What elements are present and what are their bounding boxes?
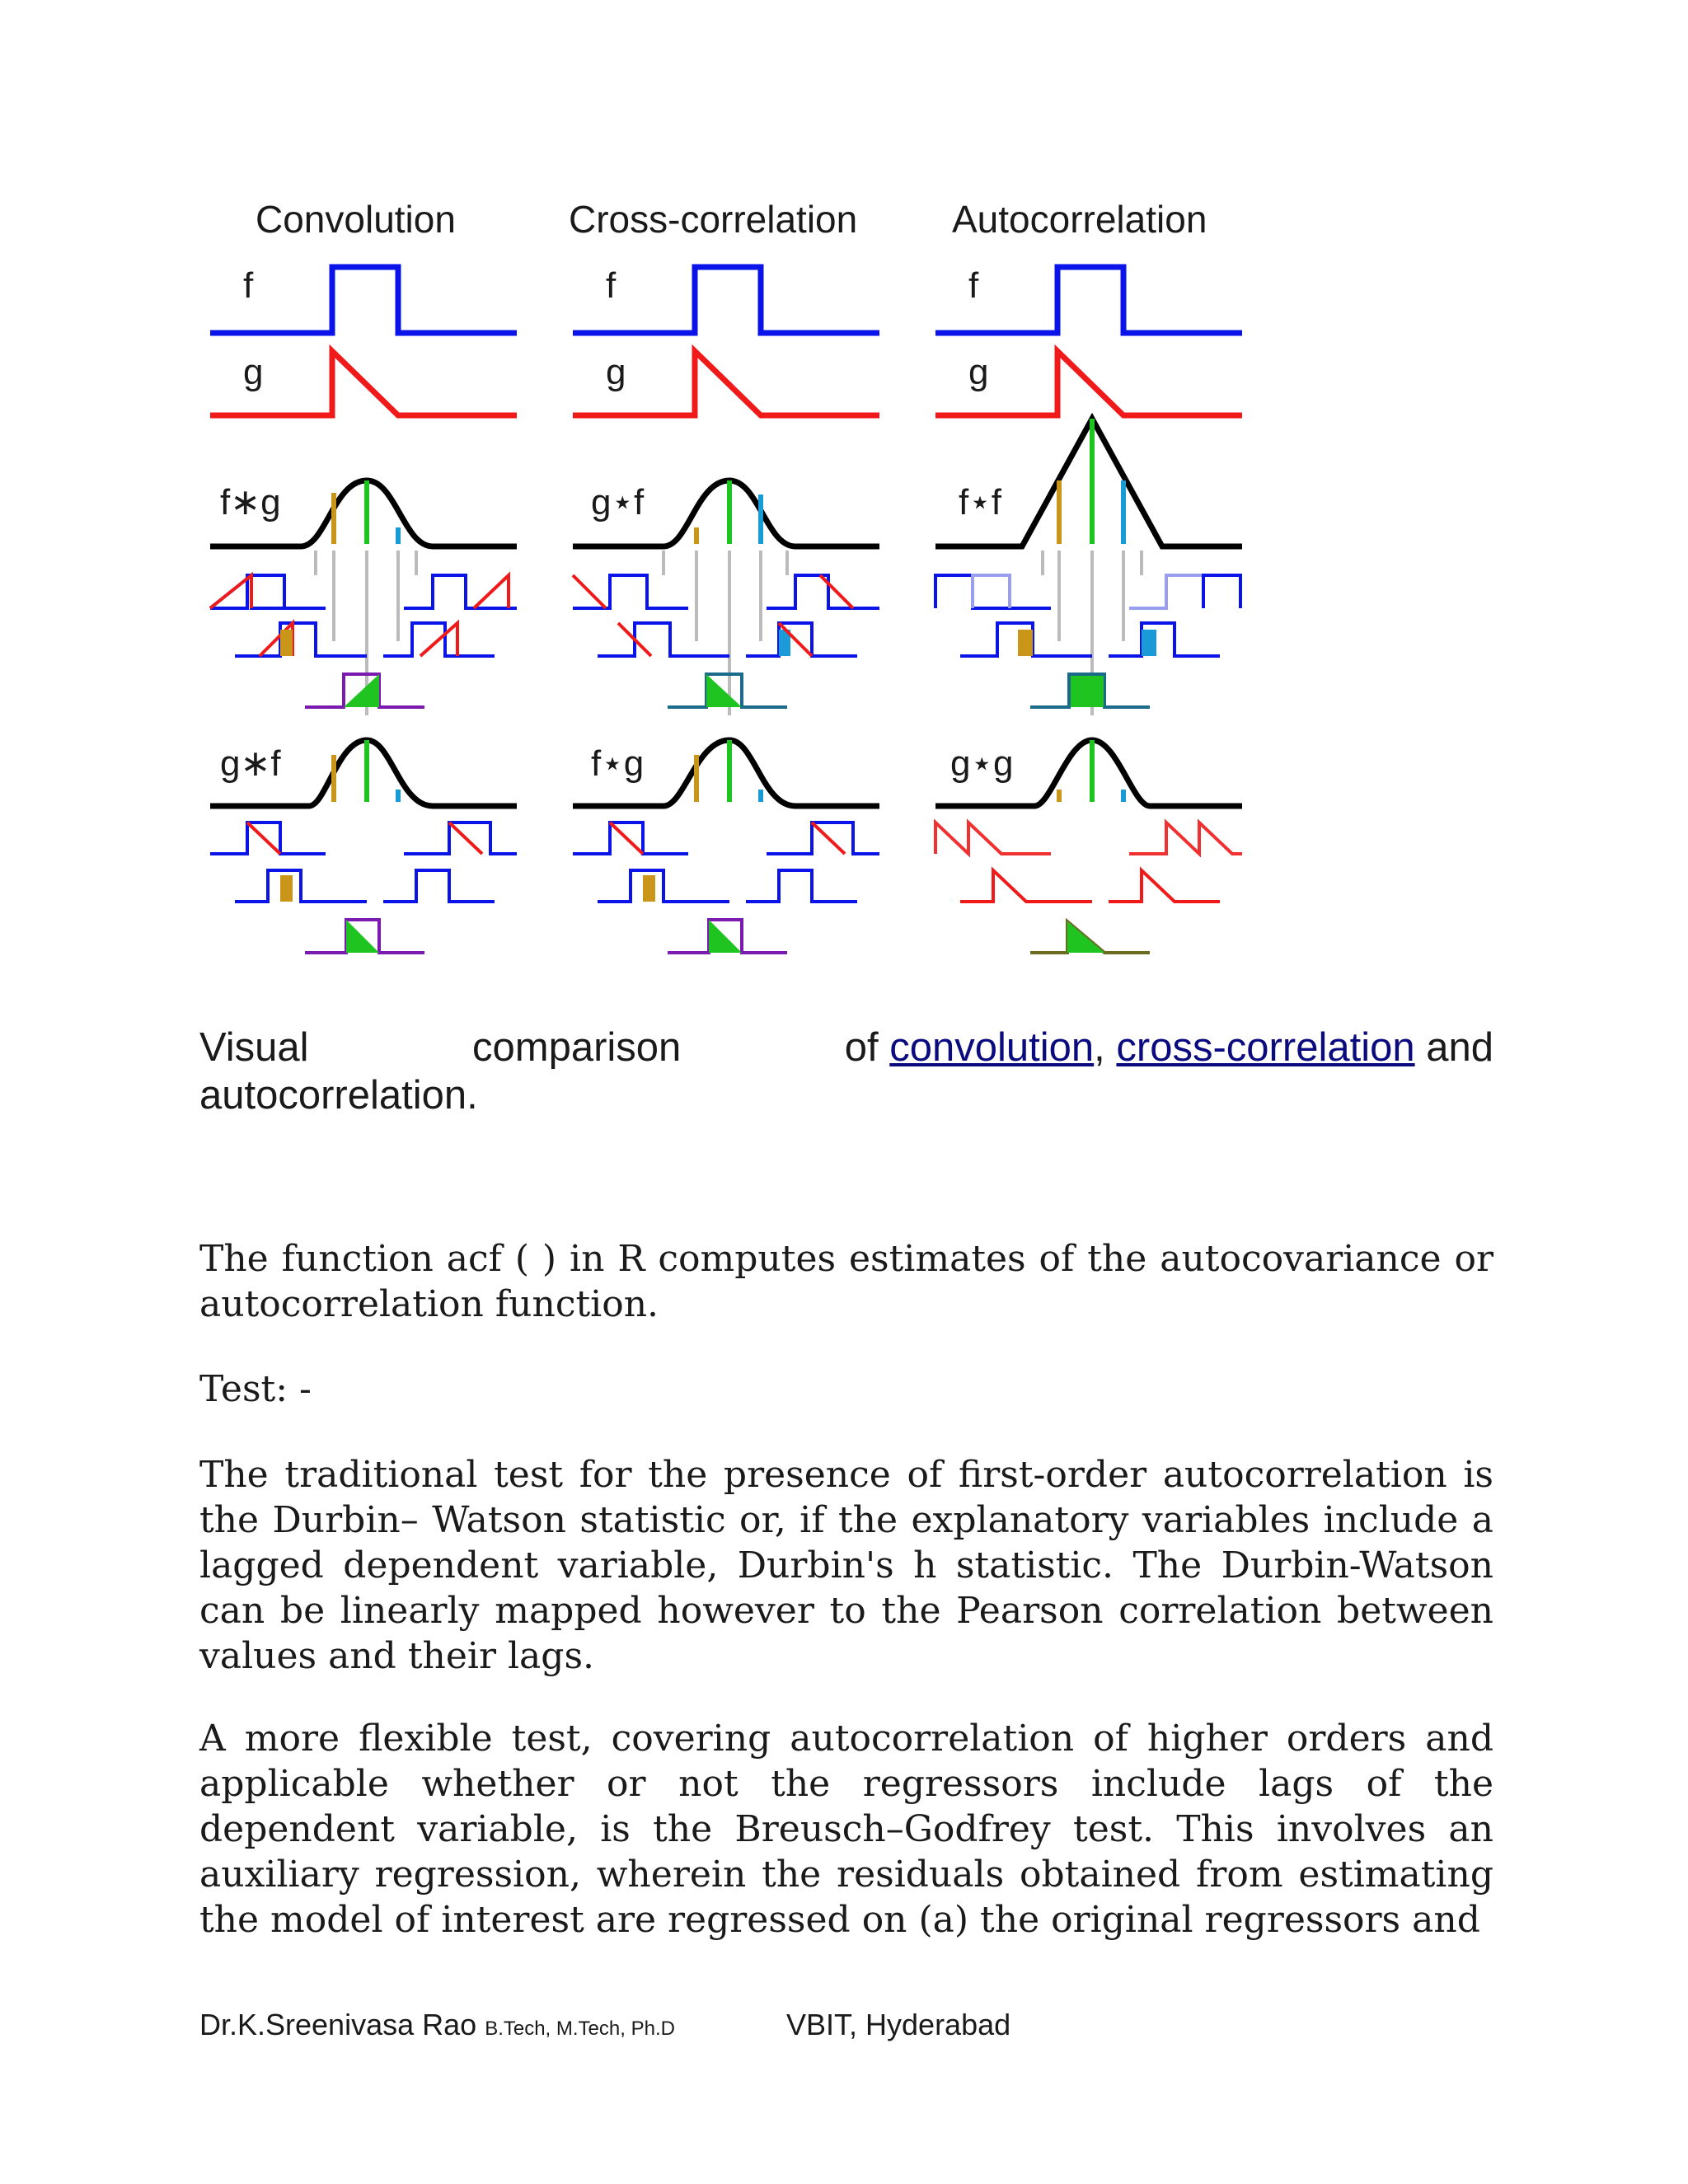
comparison-figure (198, 188, 1269, 996)
caption-word-visual: Visual (199, 1025, 309, 1070)
cross-correlation-column (573, 265, 879, 953)
column-title-autocorrelation: Autocorrelation (952, 198, 1207, 241)
column-title-cross-correlation: Cross-correlation (569, 198, 858, 241)
cross-correlation-link[interactable]: cross-correlation (1116, 1025, 1415, 1070)
label-g: g (606, 352, 626, 392)
paragraph-test-heading: Test: - (199, 1368, 312, 1410)
label-f: f (243, 265, 254, 306)
column-title-convolution: Convolution (256, 198, 456, 241)
label-f: f (606, 265, 617, 306)
label-g-conv-f: g∗f (220, 743, 281, 784)
overlap-panel-mid-left (235, 623, 367, 656)
overlap-panel-left (210, 575, 326, 608)
label-f-conv-g: f∗g (220, 482, 281, 523)
paragraph-durbin-watson: The traditional test for the presence of first-order autocorrelation is the Durbin– Watson statistic or, if the explanatory variables include a lagged dependent variable, Durbin's h statistic. The Durbin-Watson can be linearly mapped however to the Pearson correlation between values and their lags. (199, 1454, 1493, 1677)
footer-institute: VBIT, Hyderabad (786, 2008, 1011, 2041)
footer-author: Dr.K.Sreenivasa Rao B.Tech, M.Tech, Ph.D (199, 2008, 675, 2041)
label-f-star-f: f⋆f (959, 482, 1001, 523)
autocorrelation-column (935, 265, 1242, 953)
label-g: g (968, 352, 989, 392)
figure-caption (199, 1024, 1493, 1119)
label-g: g (243, 352, 264, 392)
paragraph-breusch-godfrey: A more flexible test, covering autocorrelation of higher orders and applicable whether or not the regressors include lags of the dependent variable, is the Breusch–Godfrey test. This involves an auxiliary regression, wherein the residuals obtained from estimating the model of interest are regressed on (a) the original regressors and (199, 1718, 1493, 1941)
convolution-column (210, 265, 517, 953)
label-g-star-g: g⋆g (950, 743, 1014, 784)
overlap-panel-right (404, 575, 517, 608)
label-f: f (968, 265, 979, 306)
caption-word-comparison: comparison (472, 1025, 682, 1070)
convolution-link[interactable]: convolution (889, 1025, 1095, 1070)
footer-degrees: B.Tech, M.Tech, Ph.D (485, 2018, 675, 2040)
label-f-star-g: f⋆g (591, 743, 645, 784)
caption-tail: of convolution, cross-correlation and (844, 1025, 1493, 1070)
f-signal (210, 267, 517, 333)
label-g-star-f: g⋆f (591, 482, 645, 523)
caption-line-2: autocorrelation. (199, 1073, 478, 1118)
paragraph-acf: The function acf ( ) in R computes estimates of the autocovariance or autocorrelation function. (199, 1238, 1493, 1325)
